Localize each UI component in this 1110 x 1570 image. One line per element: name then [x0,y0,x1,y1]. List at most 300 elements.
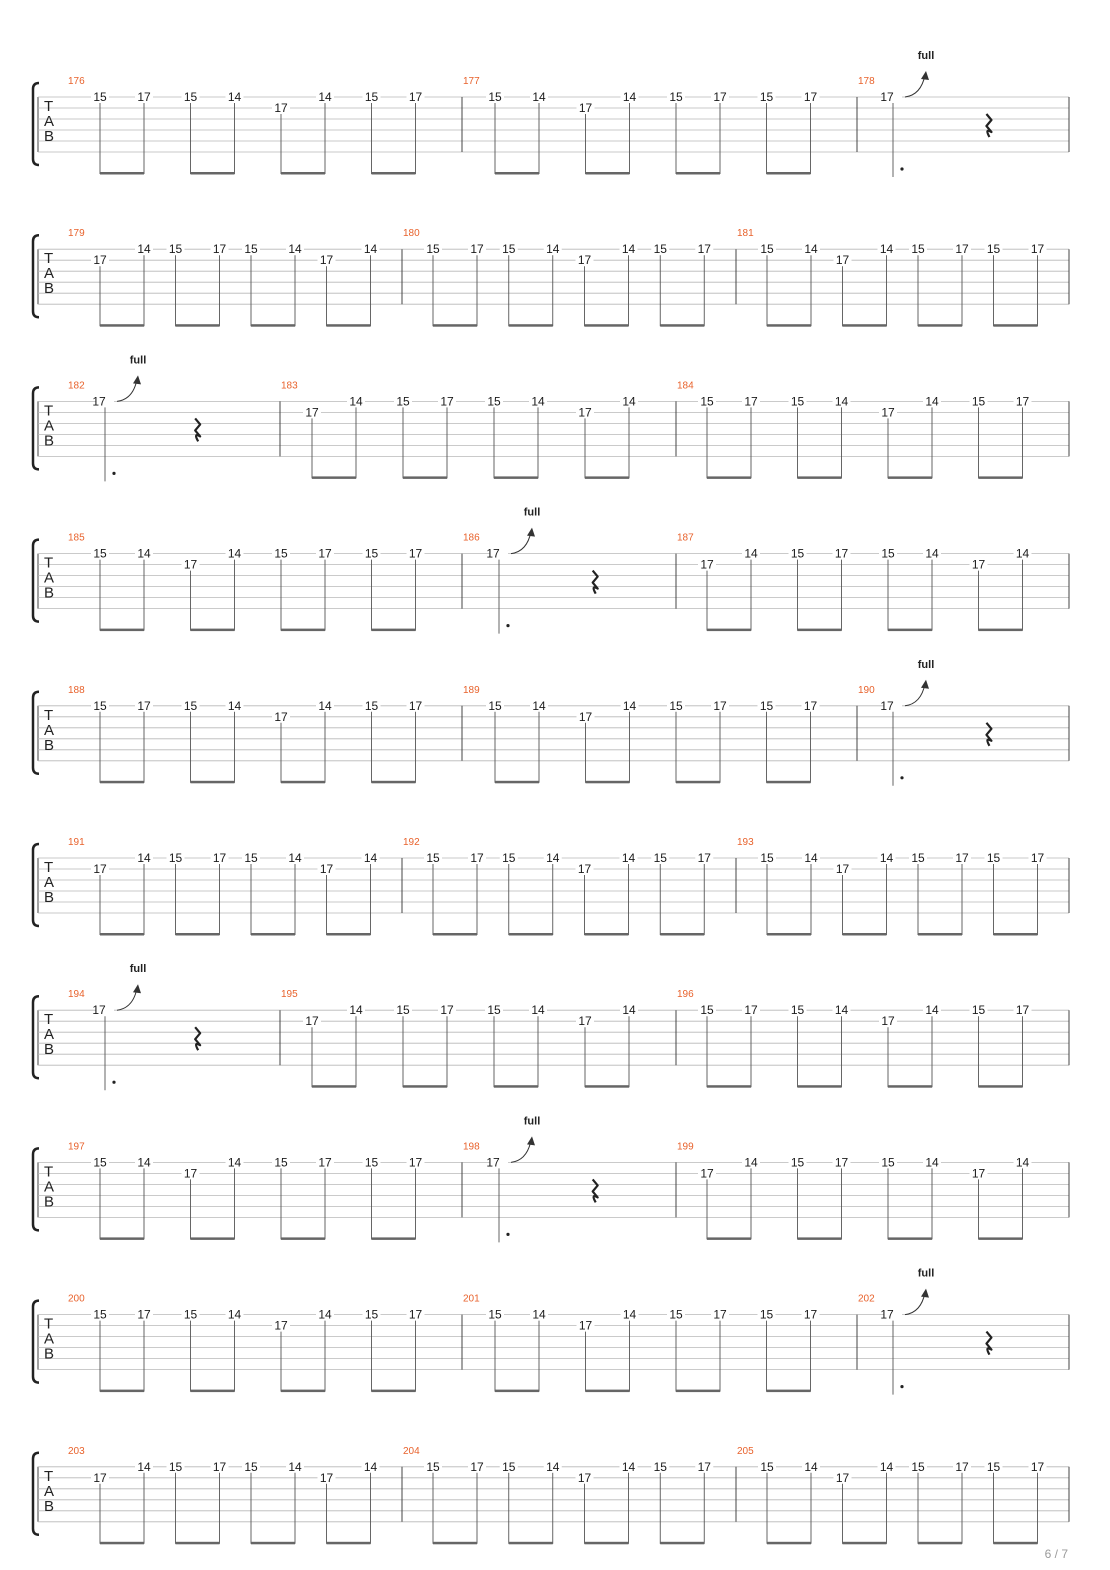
bend-arrowhead [133,984,141,993]
note-pair [985,242,1047,327]
measure-number: 202 [858,1293,875,1305]
tab-system [33,1268,1069,1395]
fret-number: 14 [925,546,939,561]
fret-number: 17 [880,90,894,104]
note-pair [272,547,334,632]
beam [843,324,887,327]
fret-number: 15 [274,1155,288,1170]
note-pair [424,242,486,327]
dot [506,1233,509,1236]
measure-number: 185 [68,532,85,544]
beam [433,933,477,936]
fret-number: 15 [881,1155,895,1170]
beam [281,781,325,784]
fret-number: 17 [578,1014,592,1029]
fret-number: 14 [1015,1155,1030,1170]
note-pair [363,90,425,175]
tab-clef-letter: T [44,250,54,268]
fret-number: 14 [804,1459,818,1474]
measure-number: 192 [403,837,420,848]
fret-number: 15 [881,546,895,561]
beam [585,933,629,936]
fret-number: 17 [713,90,727,104]
fret-number: 17 [577,862,592,876]
fret-number: 15 [426,1459,440,1474]
fret-number: 17 [318,1155,332,1170]
fret-number: 14 [925,1003,939,1018]
fret-number: 15 [183,698,198,713]
fret-number: 17 [835,253,850,268]
note-pair [167,1460,229,1545]
measure [68,963,280,1090]
fret-number: 14 [622,1307,637,1322]
bend-note [880,1268,991,1395]
fret-number: 17 [183,557,198,572]
fret-number: 14 [318,90,332,104]
fret-number: 14 [227,546,242,561]
measure [737,1446,1047,1545]
fret-number: 15 [971,1003,986,1018]
beam [251,1542,295,1545]
beam [191,781,235,784]
bend-arrowhead [921,71,929,80]
fret-number: 14 [744,1155,758,1170]
fret-number: 15 [168,1459,183,1474]
note-pair [424,1460,486,1545]
beam [100,1390,144,1393]
beam [372,781,416,784]
measure-number: 177 [463,76,480,87]
note-pair [91,699,153,784]
fret-number: 17 [1015,394,1030,409]
note-pair [486,699,548,784]
note-pair [485,394,547,479]
note-pair [667,1308,729,1393]
fret-number: 14 [834,1003,849,1018]
beam [372,1390,416,1393]
beam [251,933,295,936]
note-pair [485,1003,547,1087]
fret-number: 14 [363,242,378,257]
note-pair [182,1155,244,1240]
note-pair [303,1003,365,1087]
note-pair [272,1155,334,1240]
beam [660,1542,704,1545]
note-pair [879,1003,941,1087]
fret-number: 17 [440,394,454,409]
beam [176,1542,220,1545]
note-pair [698,547,760,632]
fret-number: 17 [408,1155,423,1170]
fret-number: 14 [349,1003,363,1018]
note-pair [242,242,304,327]
fret-number: 17 [955,1459,969,1474]
note-pair [970,547,1032,632]
quarter-rest [593,1179,598,1202]
fret-number: 14 [621,242,636,257]
beam [585,1542,629,1545]
fret-number: 17 [1015,1003,1030,1018]
fret-number: 17 [955,242,969,257]
note-pair [272,90,334,175]
fret-number: 17 [834,546,849,561]
tab-clef-letter: B [44,1345,55,1363]
fret-number: 14 [804,242,818,257]
fret-number: 14 [227,90,242,104]
beam [918,933,962,936]
fret-number: 17 [744,394,758,409]
beam [191,629,235,632]
tab-system [33,1115,1069,1242]
note-pair [363,1308,425,1393]
tab-clef-letter: T [44,1011,54,1029]
tab-clef-letter: T [44,1467,54,1485]
page-number: 6 / 7 [1044,1547,1068,1561]
measure-number: 180 [403,228,420,240]
bend-label: full [917,50,935,62]
fret-number: 14 [318,1307,332,1322]
measure-number: 179 [68,228,85,240]
fret-number: 14 [137,1459,151,1474]
dot [900,167,903,170]
tab-clef-letter: T [44,706,54,724]
fret-number: 15 [759,698,774,713]
measure [858,1268,991,1395]
measure [68,533,462,632]
note-pair [909,242,971,327]
fret-number: 14 [137,546,151,561]
fret-number: 17 [319,862,334,876]
note-pair [363,699,425,784]
beam [767,1542,811,1545]
note-pair [970,394,1032,479]
note-pair [834,1460,896,1545]
measure-number: 200 [68,1293,85,1305]
fret-number: 17 [408,698,423,713]
tab-system [33,837,1069,936]
beam [100,324,144,327]
measure-number: 176 [68,76,85,87]
fret-number: 14 [532,1307,546,1322]
fret-number: 17 [577,253,592,268]
beam [767,324,811,327]
beam [707,1237,751,1240]
fret-number: 15 [790,1155,805,1170]
tab-clef-letter: A [44,874,55,891]
note-pair [576,1460,638,1545]
fret-number: 14 [363,1459,378,1474]
fret-number: 15 [487,394,501,409]
beam [660,324,704,327]
note-pair [789,394,851,479]
beam [676,1390,720,1393]
fret-number: 15 [168,851,183,865]
fret-number: 17 [440,1003,454,1018]
beam [327,933,371,936]
note-pair [879,394,941,479]
fret-number: 17 [697,851,711,865]
note-pair [500,242,562,327]
bend-label: full [917,658,935,671]
note-pair [651,851,713,936]
fret-number: 14 [621,851,636,865]
measure [463,1294,857,1393]
fret-number: 15 [760,1459,774,1474]
measure-number: 183 [281,380,298,392]
bend-note [92,354,200,481]
tab-clef-letter: A [44,1482,55,1500]
note-pair [91,1155,153,1240]
note-pair [909,1460,971,1545]
fret-number: 17 [318,546,332,561]
tab-clef-letter: B [44,1497,55,1515]
fret-number: 17 [274,1318,288,1333]
bend-arrowhead [527,1136,535,1145]
fret-number: 17 [470,1459,484,1474]
fret-number: 15 [93,1155,107,1170]
fret-number: 15 [760,242,774,257]
fret-number: 17 [408,90,423,104]
fret-number: 15 [488,1307,502,1322]
measure [68,1141,462,1240]
measure [463,1115,676,1242]
note-pair [698,1003,760,1087]
beam [100,1237,144,1240]
fret-number: 17 [408,1307,423,1322]
fret-number: 17 [744,1003,758,1018]
fret-number: 17 [486,1155,500,1170]
tab-clef-letter: A [44,417,55,435]
fret-number: 15 [244,242,258,257]
beam [586,172,630,175]
measure-number: 184 [677,380,694,392]
note-pair [758,1460,820,1545]
beam [767,933,811,936]
tab-system [33,354,1069,481]
fret-number: 17 [486,546,500,561]
beam [494,476,538,479]
fret-number: 17 [881,405,895,420]
measure [737,837,1047,936]
note-pair [698,1155,760,1240]
fret-number: 15 [790,546,805,561]
note-pair [758,1308,820,1393]
fret-number: 17 [700,1166,714,1181]
beam [767,172,811,175]
fret-number: 15 [759,1307,774,1322]
fret-number: 15 [364,90,379,104]
note-pair [167,851,229,936]
beam [888,1085,932,1088]
note-pair [182,90,244,175]
fret-number: 15 [426,242,440,257]
fret-number: 17 [470,851,484,865]
tab-clef-letter: B [44,736,55,754]
fret-number: 17 [1030,242,1045,257]
note-pair [500,1460,562,1545]
beam [509,933,553,936]
fret-number: 15 [364,1307,379,1322]
note-pair [91,547,153,632]
beam [979,629,1023,632]
bend-label: full [917,1267,935,1280]
beam [843,933,887,936]
fret-number: 14 [137,851,151,865]
note-pair [909,851,971,936]
fret-number: 17 [577,1470,592,1485]
fret-number: 15 [759,90,774,104]
measure-number: 188 [68,684,85,696]
fret-number: 17 [578,101,593,115]
note-pair [318,851,380,936]
fret-number: 17 [92,394,106,409]
measure [677,533,1032,632]
note-pair [789,1003,851,1087]
measure [737,228,1047,327]
measure [68,1294,462,1393]
fret-number: 14 [622,1003,636,1018]
bend-note [880,50,991,177]
note-pair [879,1155,941,1240]
fret-number: 15 [93,698,107,713]
fret-number: 14 [318,698,332,713]
measure [68,76,462,175]
fret-number: 15 [364,546,379,561]
fret-number: 14 [622,394,636,409]
beam [707,476,751,479]
beam [495,1390,539,1393]
fret-number: 15 [488,90,502,104]
bend-note [486,507,597,634]
fret-number: 14 [531,394,545,409]
beam [798,476,842,479]
note-pair [576,851,638,936]
fret-number: 14 [546,242,560,257]
fret-number: 17 [319,253,334,268]
beam [707,629,751,632]
fret-number: 15 [986,851,1001,865]
fret-number: 15 [986,242,1001,257]
beam [767,1390,811,1393]
tab-system [33,507,1069,634]
note-pair [363,547,425,632]
beam [888,1237,932,1240]
note-pair [879,547,941,632]
fret-number: 17 [881,1014,895,1029]
measure-number: 203 [68,1445,85,1457]
measure-number: 197 [68,1141,85,1153]
fret-number: 17 [713,1307,727,1322]
beam [994,324,1038,327]
note-pair [167,242,229,327]
measure-number: 204 [403,1445,420,1457]
fret-number: 14 [622,698,637,713]
note-pair [758,699,820,784]
fret-number: 14 [363,851,378,865]
fret-number: 14 [531,1003,545,1018]
tab-clef-letter: B [44,1041,55,1059]
fret-number: 17 [578,1318,593,1333]
note-pair [363,1155,425,1240]
note-pair [486,1308,548,1393]
note-pair [242,1460,304,1545]
note-pair [985,851,1047,936]
beam [100,1542,144,1545]
fret-number: 15 [700,394,714,409]
fret-number: 17 [305,405,319,420]
fret-number: 14 [288,1459,302,1474]
bend-arrowhead [921,1289,929,1298]
measure [677,380,1032,479]
fret-number: 15 [700,1003,714,1018]
beam [767,781,811,784]
fret-number: 17 [319,1470,334,1485]
fret-number: 17 [212,1459,227,1474]
fret-number: 17 [1030,1459,1045,1474]
fret-number: 14 [834,394,849,409]
note-pair [834,242,896,327]
note-pair [651,1460,713,1545]
note-pair [272,699,334,784]
measure-number: 196 [677,989,694,1001]
fret-number: 15 [93,1307,107,1322]
measure [403,228,736,327]
fret-number: 15 [244,851,258,865]
measure [403,837,736,936]
fret-number: 17 [697,1459,711,1474]
measure [858,50,991,177]
fret-number: 17 [212,242,227,257]
fret-number: 17 [700,557,714,572]
fret-number: 15 [790,1003,805,1018]
dot [900,776,903,779]
measure-number: 191 [68,837,85,848]
fret-number: 15 [669,90,683,104]
fret-number: 15 [364,1155,379,1170]
beam [281,629,325,632]
fret-number: 15 [93,90,107,104]
fret-number: 17 [137,698,151,713]
fret-number: 17 [212,851,227,865]
bend-note [92,963,200,1090]
measure [463,507,676,634]
note-pair [667,699,729,784]
beam [281,172,325,175]
beam [585,1085,629,1088]
beam [251,324,295,327]
beam [433,324,477,327]
tab-clef-letter: A [44,721,55,739]
measure [281,989,676,1087]
note-pair [576,242,638,327]
note-pair [91,851,153,936]
tab-clef-letter: B [44,432,55,450]
tab-system [33,659,1069,786]
tab-clef-letter: T [44,554,54,572]
beam [509,324,553,327]
tab-clef-letter: A [44,1330,55,1348]
beam [372,629,416,632]
measure [68,685,462,784]
fret-number: 15 [669,1307,683,1322]
bend-label: full [523,506,541,519]
measure [68,354,280,481]
beam [433,1542,477,1545]
measure-number: 182 [68,380,85,392]
note-pair [758,242,820,327]
beam [888,629,932,632]
fret-number: 17 [955,851,969,865]
